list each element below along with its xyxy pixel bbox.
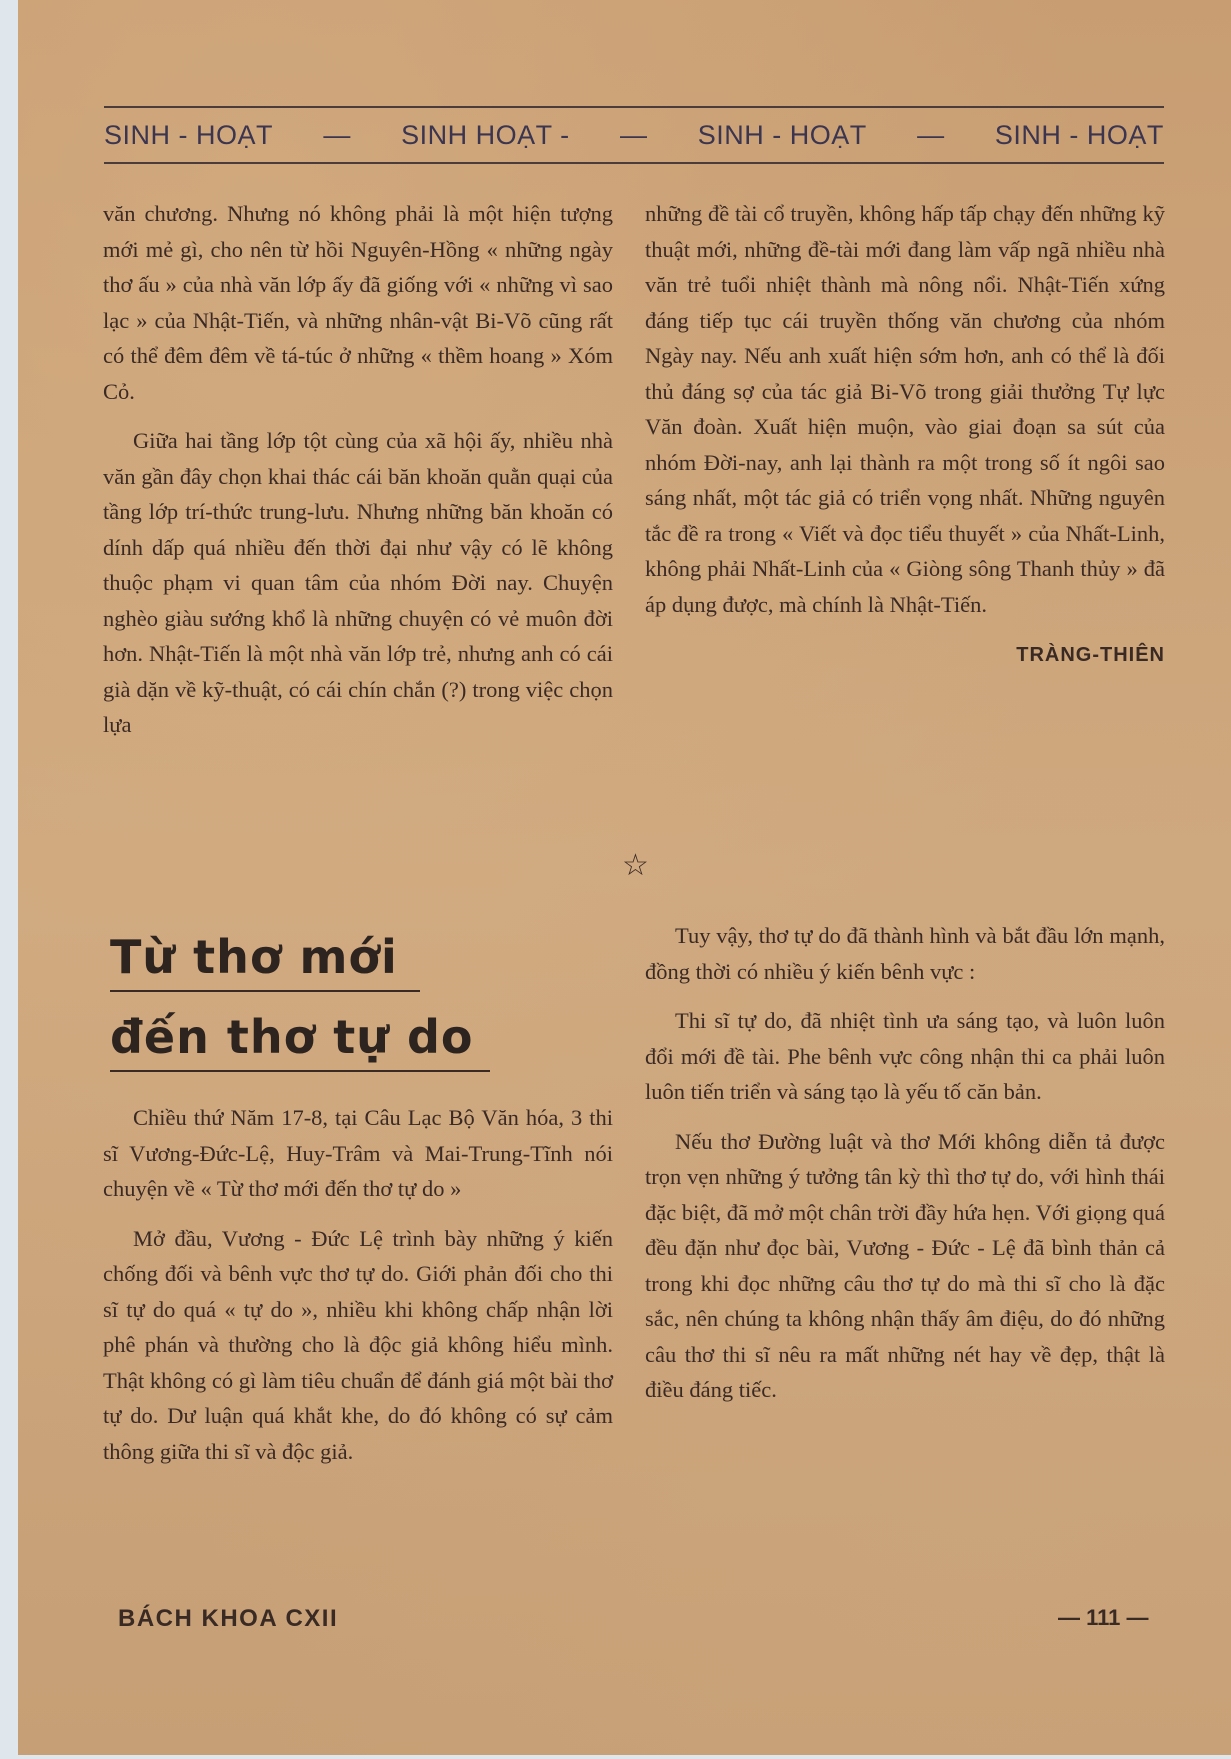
header-separator: — <box>619 119 648 150</box>
section-header <box>104 106 1164 164</box>
article-paragraph: Thi sĩ tự do, đã nhiệt tình ưa sáng tạo, và luôn luôn đổi mới đề tài. Phe bênh vực công nhận thi ca phải luôn luôn tiến triển và sáng tạo là yếu tố căn bản. <box>645 1008 1165 1104</box>
page-number: — 111 — <box>1058 1605 1149 1630</box>
scanned-page <box>18 0 1231 1755</box>
review-paragraph: văn chương. Nhưng nó không phải là một hiện tượng mới mẻ gì, cho nên từ hồi Nguyên-Hồng « những ngày thơ ấu » của nhà văn lớp ấy đã giống với « những vì sao lạc » của Nhật-Tiến, và những nhân-vật Bi-Võ cũng rất có thể đêm đêm về tá-túc ở những « thềm hoang » Xóm Cỏ. <box>103 201 613 404</box>
header-item: SINH - HOẠT <box>994 119 1164 150</box>
review-right-column <box>645 196 1165 674</box>
magazine-footer: BÁCH KHOA CXII <box>118 1605 339 1632</box>
header-item: SINH - HOẠT <box>697 119 867 150</box>
article-left-column <box>103 1100 613 1483</box>
article-title-line2: đến thơ tự do <box>110 1010 474 1064</box>
star-ornament-icon: ☆ <box>622 849 649 882</box>
review-paragraph: những đề tài cổ truyền, không hấp tấp chạy đến những kỹ thuật mới, những đề-tài mới đang làm vấp ngã nhiều nhà văn trẻ tuổi nhiệt thành mà nông nổi. Nhật-Tiến xứng đáng tiếp tục cái truyền thống văn chương của nhóm Ngày nay. Nếu anh xuất hiện sớm hơn, anh có thể là đối thủ đáng sợ của tác giả Bi-Võ trong giải thưởng Tự lực Văn đoàn. Xuất hiện muộn, vào giai đoạn sa sút của nhóm Đời-nay, anh lại thành ra một trong số ít ngôi sao sáng nhất, một tác giả có triển vọng nhất. Những nguyên tắc đề ra trong « Viết và đọc tiểu thuyết » của Nhất-Linh, không phải Nhất-Linh của « Giòng sông Thanh thủy » đã áp dụng được, mà chính là Nhật-Tiến. <box>645 201 1165 617</box>
title-underline <box>110 1070 490 1072</box>
review-left-column <box>103 196 613 757</box>
review-paragraph: Giữa hai tầng lớp tột cùng của xã hội ấy, nhiều nhà văn gần đây chọn khai thác cái băn khoăn quằn quại của tầng lớp trí-thức trung-lưu. Nhưng những băn khoăn có dính dấp quá nhiều đến thời đại như vậy có lẽ không thuộc phạm vi quan tâm của nhóm Đời nay. Chuyện nghèo giàu sướng khổ là những chuyện có vẻ muôn đời hơn. Nhật-Tiến là một nhà văn lớp trẻ, nhưng anh có cái già dặn về kỹ-thuật, có cái chín chắn (?) trong việc chọn lựa <box>103 428 613 737</box>
article-paragraph: Nếu thơ Đường luật và thơ Mới không diễn tả được trọn vẹn những ý tưởng tân kỳ thì thơ tự do, với hình thái đặc biệt, đã mở một chân trời đầy hứa hẹn. Với giọng quá đều đặn như đọc bài, Vương - Đức - Lệ đã bình thản cả trong khi đọc những câu thơ tự do mà thi sĩ cho là đặc sắc, nên chúng ta không nhận thấy âm điệu, do đó những câu thơ thi sĩ nêu ra mất những nét hay về đẹp, thật là điều đáng tiếc. <box>645 1128 1165 1402</box>
header-item: SINH - HOẠT <box>104 119 274 150</box>
article-paragraph: Tuy vậy, thơ tự do đã thành hình và bắt đầu lớn mạnh, đồng thời có nhiều ý kiến bênh vực : <box>645 923 1165 984</box>
article-title-line1: Từ thơ mới <box>110 930 398 984</box>
title-underline <box>110 990 420 992</box>
header-separator: — <box>917 119 945 150</box>
review-signature: TRÀNG-THIÊN <box>1016 644 1165 666</box>
article-right-column <box>645 918 1165 1422</box>
article-paragraph: Chiều thứ Năm 17-8, tại Câu Lạc Bộ Văn hóa, 3 thi sĩ Vương-Đức-Lệ, Huy-Trâm và Mai-Trung-Tĩnh nói chuyện về « Từ thơ mới đến thơ tự do » <box>103 1105 613 1201</box>
article-paragraph: Mở đầu, Vương - Đức Lệ trình bày những ý kiến chống đối và bênh vực thơ tự do. Giới phản đối cho thi sĩ tự do quá « tự do », nhiều khi không chấp nhận lời phê phán và thường cho là độc giả không hiểu mình. Thật không có gì làm tiêu chuẩn để đánh giá một bài thơ tự do. Dư luận quá khắt khe, do đó không có sự cảm thông giữa thi sĩ và độc giả. <box>103 1225 613 1464</box>
header-item: SINH HOẠT - <box>401 119 570 150</box>
header-separator: — <box>323 119 351 150</box>
